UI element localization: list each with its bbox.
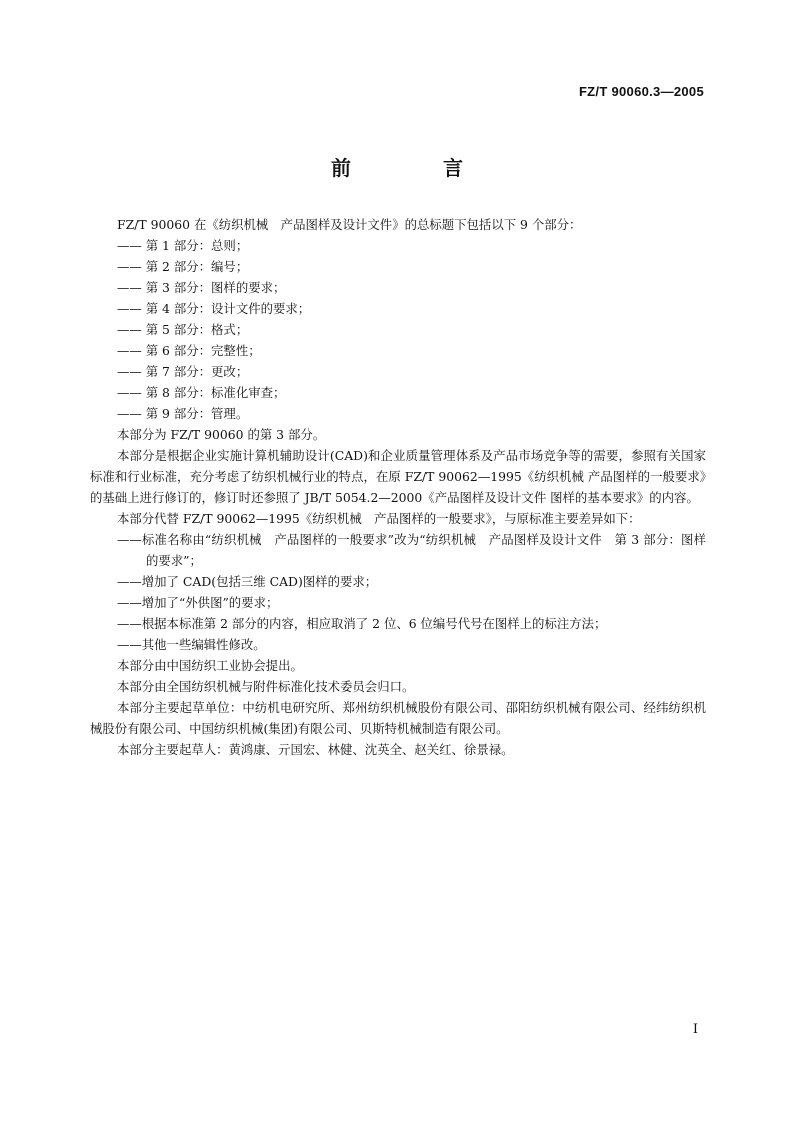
intro-paragraph: FZ/T 90060 在《纺织机械 产品图样及设计文件》的总标题下包括以下 9 个部分： xyxy=(117,217,582,232)
difference-item: ——增加了“外供图”的要求； xyxy=(117,595,279,610)
part-list-item: —— 第 3 部分：图样的要求； xyxy=(117,280,286,295)
page-title: 前 言 xyxy=(331,156,499,180)
part-list-item: —— 第 8 部分：标准化审查； xyxy=(117,385,286,400)
part-list-item: —— 第 1 部分：总则； xyxy=(117,238,249,253)
proposed-by-paragraph: 本部分由中国纺织工业协会提出。 xyxy=(117,658,303,673)
foreword-body xyxy=(90,214,706,760)
difference-item: ——其他一些编辑性修改。 xyxy=(117,637,266,652)
part-list-item: —— 第 6 部分：完整性； xyxy=(117,343,261,358)
drafting-units-paragraph: 本部分主要起草单位：中纺机电研究所、郑州纺织机械股份有限公司、邵阳纺织机械有限公司、经纬纺织机械股份有限公司、中国纺织机械(集团)有限公司、贝斯特机械制造有限公司。 xyxy=(90,700,706,736)
part-list-item: —— 第 4 部分：设计文件的要求； xyxy=(117,301,311,316)
replaces-paragraph: 本部分代替 FZ/T 90062—1995《纺织机械 产品图样的一般要求》，与原标准主要差异如下： xyxy=(117,511,641,526)
part-list-item: —— 第 7 部分：更改； xyxy=(117,364,249,379)
drafters-paragraph: 本部分主要起草人：黄鸿康、亓国宏、林健、沈英全、赵关红、徐景禄。 xyxy=(117,742,514,757)
part-list-item: —— 第 9 部分：管理。 xyxy=(117,406,249,421)
this-part-paragraph: 本部分为 FZ/T 90060 的第 3 部分。 xyxy=(117,427,326,442)
basis-paragraph: 本部分是根据企业实施计算机辅助设计(CAD)和企业质量管理体系及产品市场竞争等的需要，参照有关国家标准和行业标准，充分考虑了纺织机械行业的特点，在原 FZ/T 90062—1995《纺织机械 产品图样的一般要求》的基础上进行修订的，修订时还参照了 JB/T 5054.2—2000《产品图样及设计文件 图样的基本要求》的内容。 xyxy=(90,448,706,505)
managed-by-paragraph: 本部分由全国纺织机械与附件标准化技术委员会归口。 xyxy=(117,679,415,694)
standard-code: FZ/T 90060.3—2005 xyxy=(578,84,704,99)
page-number: I xyxy=(692,1022,698,1037)
difference-item: ——增加了 CAD(包括三维 CAD)图样的要求； xyxy=(117,574,378,589)
difference-item: ——根据本标准第 2 部分的内容，相应取消了 2 位、6 位编号代号在图样上的标注方法； xyxy=(117,616,607,631)
part-list-item: —— 第 5 部分：格式； xyxy=(117,322,249,337)
difference-item: ——标准名称由“纺织机械 产品图样的一般要求”改为“纺织机械 产品图样及设计文件 第 3 部分：图样的要求”； xyxy=(117,532,706,568)
part-list-item: —— 第 2 部分：编号； xyxy=(117,259,249,274)
